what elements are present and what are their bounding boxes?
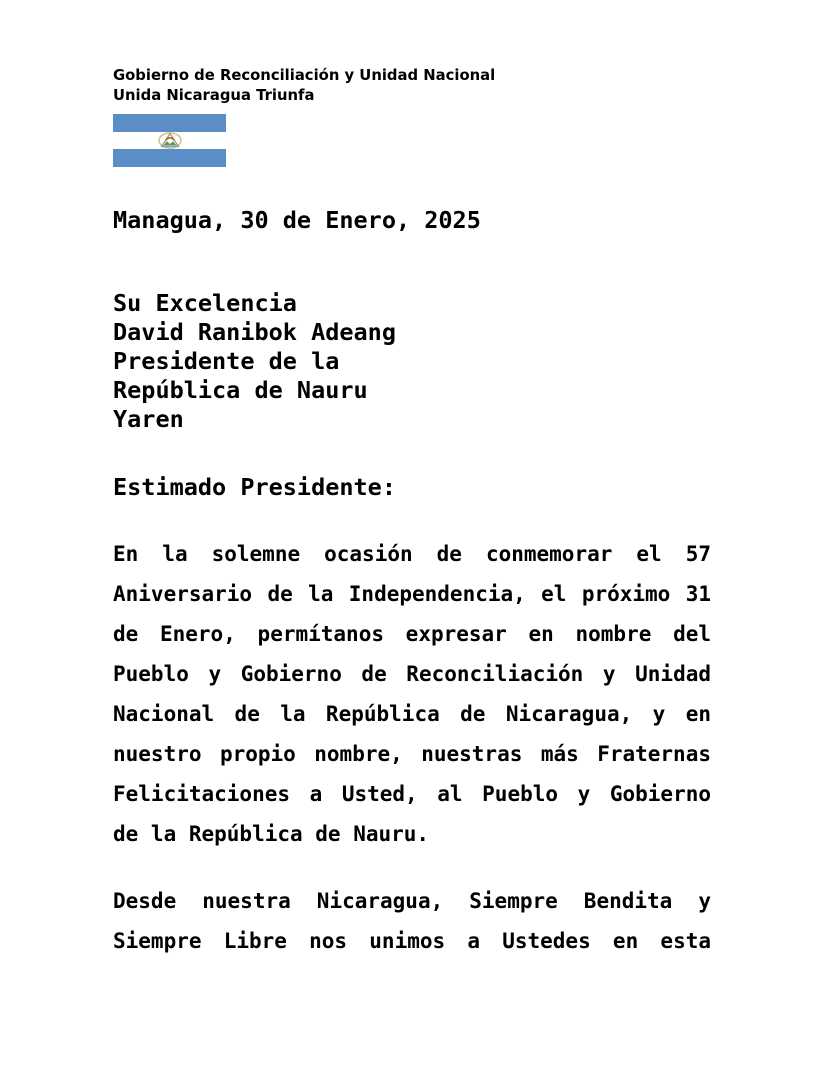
- date-line: Managua, 30 de Enero, 2025: [113, 206, 481, 234]
- flag-stripe-top: [113, 114, 226, 132]
- address-line: Yaren: [113, 405, 184, 433]
- body-paragraph-1: [113, 534, 711, 854]
- flag-stripe-bottom: [113, 149, 226, 167]
- paragraph-line: Aniversario de la Independencia, el próximo 31: [113, 582, 711, 606]
- paragraph-line: Nacional de la República de Nicaragua, y en: [113, 702, 711, 726]
- paragraph-line: Felicitaciones a Usted, al Pueblo y Gobierno: [113, 782, 711, 806]
- paragraph-line: Siempre Libre nos unimos a Ustedes en esta: [113, 929, 711, 953]
- flag-stripe-middle: [113, 132, 226, 150]
- letterhead-line1: Gobierno de Reconciliación y Unidad Nacional: [113, 67, 496, 84]
- letterhead: [113, 66, 495, 106]
- nicaragua-flag: [113, 114, 226, 167]
- paragraph-line: Pueblo y Gobierno de Reconciliación y Unidad: [113, 662, 711, 686]
- address-line: República de Nauru: [113, 376, 368, 404]
- address-line: David Ranibok Adeang: [113, 318, 396, 346]
- paragraph-line: En la solemne ocasión de conmemorar el 57: [113, 542, 711, 566]
- address-line: Presidente de la: [113, 347, 340, 375]
- body-paragraph-2: [113, 881, 711, 961]
- salutation-line: Estimado Presidente:: [113, 473, 396, 501]
- coat-of-arms-icon: [157, 132, 183, 149]
- paragraph-line: nuestro propio nombre, nuestras más Fraternas: [113, 742, 711, 766]
- letterhead-line2: Unida Nicaragua Triunfa: [113, 87, 315, 104]
- recipient-address-block: [113, 289, 396, 434]
- paragraph-line: de la República de Nauru.: [113, 822, 430, 846]
- address-line: Su Excelencia: [113, 289, 297, 317]
- paragraph-line: de Enero, permítanos expresar en nombre del: [113, 622, 711, 646]
- paragraph-line: Desde nuestra Nicaragua, Siempre Bendita y: [113, 889, 711, 913]
